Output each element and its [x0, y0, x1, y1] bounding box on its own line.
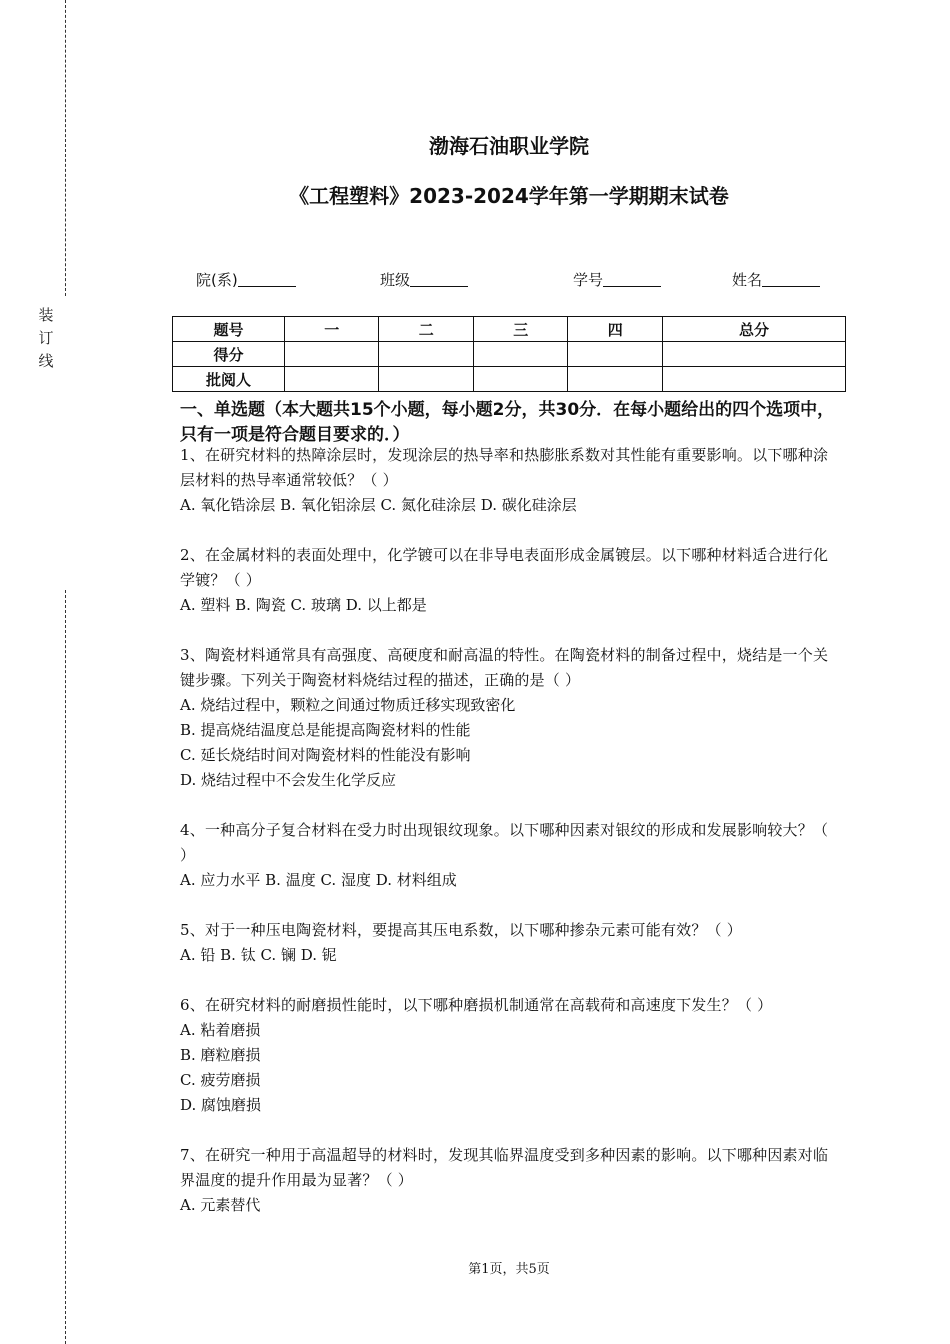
department-label: 院(系) [196, 271, 238, 289]
question-option: C. 疲劳磨损 [180, 1071, 261, 1089]
exam-title: 《工程塑料》2023-2024学年第一学期期末试卷 [289, 184, 729, 208]
column-header: 总分 [662, 317, 845, 342]
school-name: 渤海石油职业学院 [429, 134, 589, 158]
name-field [732, 269, 820, 290]
question-list [180, 443, 840, 1243]
score-cell[interactable] [568, 342, 662, 367]
grader-cell[interactable] [285, 367, 379, 392]
question-option: A. 应力水平 B. 温度 C. 湿度 D. 材料组成 [180, 871, 457, 889]
question-option: C. 延长烧结时间对陶瓷材料的性能没有影响 [180, 746, 471, 764]
name-blank[interactable] [762, 272, 820, 287]
binding-label [38, 304, 54, 373]
score-row [173, 342, 846, 367]
row-header: 得分 [173, 342, 285, 367]
question-item [180, 443, 840, 518]
score-cell[interactable] [285, 342, 379, 367]
question-stem: 2、在金属材料的表面处理中，化学镀可以在非导电表面形成金属镀层。以下哪种材料适合进行化学镀？（ ） [180, 546, 829, 589]
question-stem: 1、在研究材料的热障涂层时，发现涂层的热导率和热膨胀系数对其性能有重要影响。以下哪种涂层材料的热导率通常较低？（ ） [180, 446, 829, 489]
student-id-blank[interactable] [603, 272, 661, 287]
score-table [172, 316, 846, 392]
question-item [180, 1143, 840, 1218]
question-stem: 7、在研究一种用于高温超导的材料时，发现其临界温度受到多种因素的影响。以下哪种因素对临界温度的提升作用最为显著？（ ） [180, 1146, 829, 1189]
question-option: A. 元素替代 [180, 1196, 261, 1214]
binding-char: 装 [38, 306, 54, 324]
binding-dashed-line-bottom [65, 590, 66, 1344]
score-cell[interactable] [379, 342, 473, 367]
score-table-header-row [173, 317, 846, 342]
grader-cell[interactable] [379, 367, 473, 392]
department-field [196, 269, 296, 290]
department-blank[interactable] [238, 272, 296, 287]
binding-char: 订 [38, 329, 54, 347]
column-header: 三 [473, 317, 567, 342]
class-blank[interactable] [410, 272, 468, 287]
column-header: 一 [285, 317, 379, 342]
question-item [180, 818, 840, 893]
grader-cell[interactable] [568, 367, 662, 392]
binding-char: 线 [38, 352, 54, 370]
score-cell[interactable] [662, 342, 845, 367]
column-header: 题号 [173, 317, 285, 342]
question-option: D. 腐蚀磨损 [180, 1096, 262, 1114]
question-option: D. 烧结过程中不会发生化学反应 [180, 771, 397, 789]
question-stem: 5、对于一种压电陶瓷材料，要提高其压电系数，以下哪种掺杂元素可能有效？（ ） [180, 921, 742, 939]
question-item [180, 993, 840, 1118]
question-option: A. 塑料 B. 陶瓷 C. 玻璃 D. 以上都是 [180, 596, 427, 614]
grader-cell[interactable] [662, 367, 845, 392]
section-title: 一、单选题（本大题共15个小题，每小题2分，共30分．在每小题给出的四个选项中，只有一项是符合题目要求的．） [180, 400, 835, 445]
grader-cell[interactable] [473, 367, 567, 392]
question-stem: 4、一种高分子复合材料在受力时出现银纹现象。以下哪种因素对银纹的形成和发展影响较大？（ ） [180, 821, 829, 864]
question-option: A. 烧结过程中，颗粒之间通过物质迁移实现致密化 [180, 696, 516, 714]
question-item [180, 543, 840, 618]
question-option: B. 提高烧结温度总是能提高陶瓷材料的性能 [180, 721, 471, 739]
question-item [180, 918, 840, 968]
class-label: 班级 [380, 271, 411, 289]
question-option: A. 粘着磨损 [180, 1021, 261, 1039]
question-option: B. 磨粒磨损 [180, 1046, 261, 1064]
column-header: 二 [379, 317, 473, 342]
question-item [180, 643, 840, 793]
row-header: 批阅人 [173, 367, 285, 392]
score-cell[interactable] [473, 342, 567, 367]
student-id-field [573, 269, 661, 290]
page-number: 第1页，共5页 [468, 1262, 550, 1277]
name-label: 姓名 [732, 271, 763, 289]
grader-row [173, 367, 846, 392]
column-header: 四 [568, 317, 662, 342]
question-option: A. 铅 B. 钛 C. 镧 D. 铌 [180, 946, 337, 964]
class-field [380, 269, 468, 290]
student-id-label: 学号 [573, 271, 604, 289]
question-stem: 6、在研究材料的耐磨损性能时，以下哪种磨损机制通常在高载荷和高速度下发生？（ ） [180, 996, 773, 1014]
question-option: A. 氧化锆涂层 B. 氧化铝涂层 C. 氮化硅涂层 D. 碳化硅涂层 [180, 496, 577, 514]
question-stem: 3、陶瓷材料通常具有高强度、高硬度和耐高温的特性。在陶瓷材料的制备过程中，烧结是一个关键步骤。下列关于陶瓷材料烧结过程的描述，正确的是（ ） [180, 646, 829, 689]
